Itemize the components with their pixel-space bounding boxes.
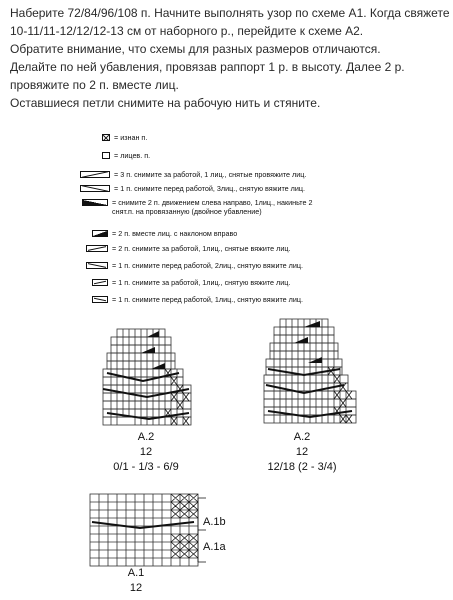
chart-a2-large-name: A.2 — [293, 431, 311, 443]
cable-2-back-icon — [86, 245, 108, 252]
chart-a2-small-repeat: 12 — [139, 446, 153, 458]
chart-a1b-label: A.1b — [203, 516, 226, 528]
chart-a1-name: A.1 — [127, 567, 145, 579]
chart-a2-small-sizes-label: 0/1 - 1/3 - 6/9 — [113, 461, 179, 473]
chart-a1-grid — [90, 494, 202, 568]
chart-a1a-label: A.1a — [203, 541, 226, 553]
legend-row-cable-1-back: = 1 п. снимите за работой, 1лиц., снятую вяжите лиц. — [92, 278, 290, 287]
chart-a2-small-grid — [103, 329, 195, 429]
legend-row-cable-3-back: = 3 п. снимите за работой, 1 лиц., снятые провяжите лиц. — [80, 170, 306, 179]
k2tog-right-icon — [92, 230, 108, 237]
cable-1-front-1-icon — [92, 296, 108, 303]
instructions-paragraph-3: Делайте по ней убавления, провязав раппорт 1 р. в высоту. Далее 2 р. провяжите по 2 п. вместе лиц. — [10, 60, 405, 92]
legend-row-cable-1-front-2: = 1 п. снимите перед работой, 2лиц., снятую вяжите лиц. — [86, 261, 303, 270]
chart-a2-large-grid — [264, 319, 364, 429]
instructions-paragraph-4: Оставшиеся петли снимите на рабочую нить и стяните. — [10, 96, 321, 110]
instructions-paragraph-2: Обратите внимание, что схемы для разных размеров отличаются. — [10, 42, 381, 56]
cable-3-back-icon — [80, 171, 110, 178]
chart-a2-large-sizes-label: 12/18 (2 - 3/4) — [267, 461, 337, 473]
chart-a2-small-name: A.2 — [137, 431, 155, 443]
legend-row-purl: = изнан п. — [102, 133, 147, 142]
legend-row-k2tog: = 2 п. вместе лиц. с наклоном вправо — [92, 229, 237, 238]
cable-1-back-icon — [92, 279, 108, 286]
legend-row-cable-1-front-1: = 1 п. снимите перед работой, 1лиц., снятую вяжите лиц. — [92, 295, 303, 304]
purl-x-icon — [102, 134, 110, 141]
cable-1-front-2-icon — [86, 262, 108, 269]
instructions-text — [10, 4, 450, 112]
chart-a1-repeat: 12 — [129, 582, 143, 594]
legend-row-double-decrease: = снимите 2 п. движением слева направо, 1лиц., накиньте 2 снят.п. на провязанную (двойное убавление) — [82, 198, 322, 216]
chart-a2-large-sizes — [264, 319, 364, 429]
legend-row-knit: = лицев. п. — [102, 151, 150, 160]
instructions-paragraph-1: Наберите 72/84/96/108 п. Начните выполнять узор по схеме А1. Когда свяжете 10-11/11-12/12/12-13 см от наборного р., перейдите к схеме А2. — [10, 6, 450, 38]
knit-blank-icon — [102, 152, 110, 159]
chart-a1 — [90, 494, 202, 568]
double-decrease-icon — [82, 199, 108, 206]
legend-row-cable-1-front: = 1 п. снимите перед работой, 3лиц., снятую вяжите лиц. — [80, 184, 305, 193]
chart-a2-large-repeat: 12 — [295, 446, 309, 458]
legend-row-cable-2-back: = 2 п. снимите за работой, 1лиц., снятые вяжите лиц. — [86, 244, 290, 253]
cable-1-front-icon — [80, 185, 110, 192]
chart-a2-small-sizes — [103, 329, 195, 429]
